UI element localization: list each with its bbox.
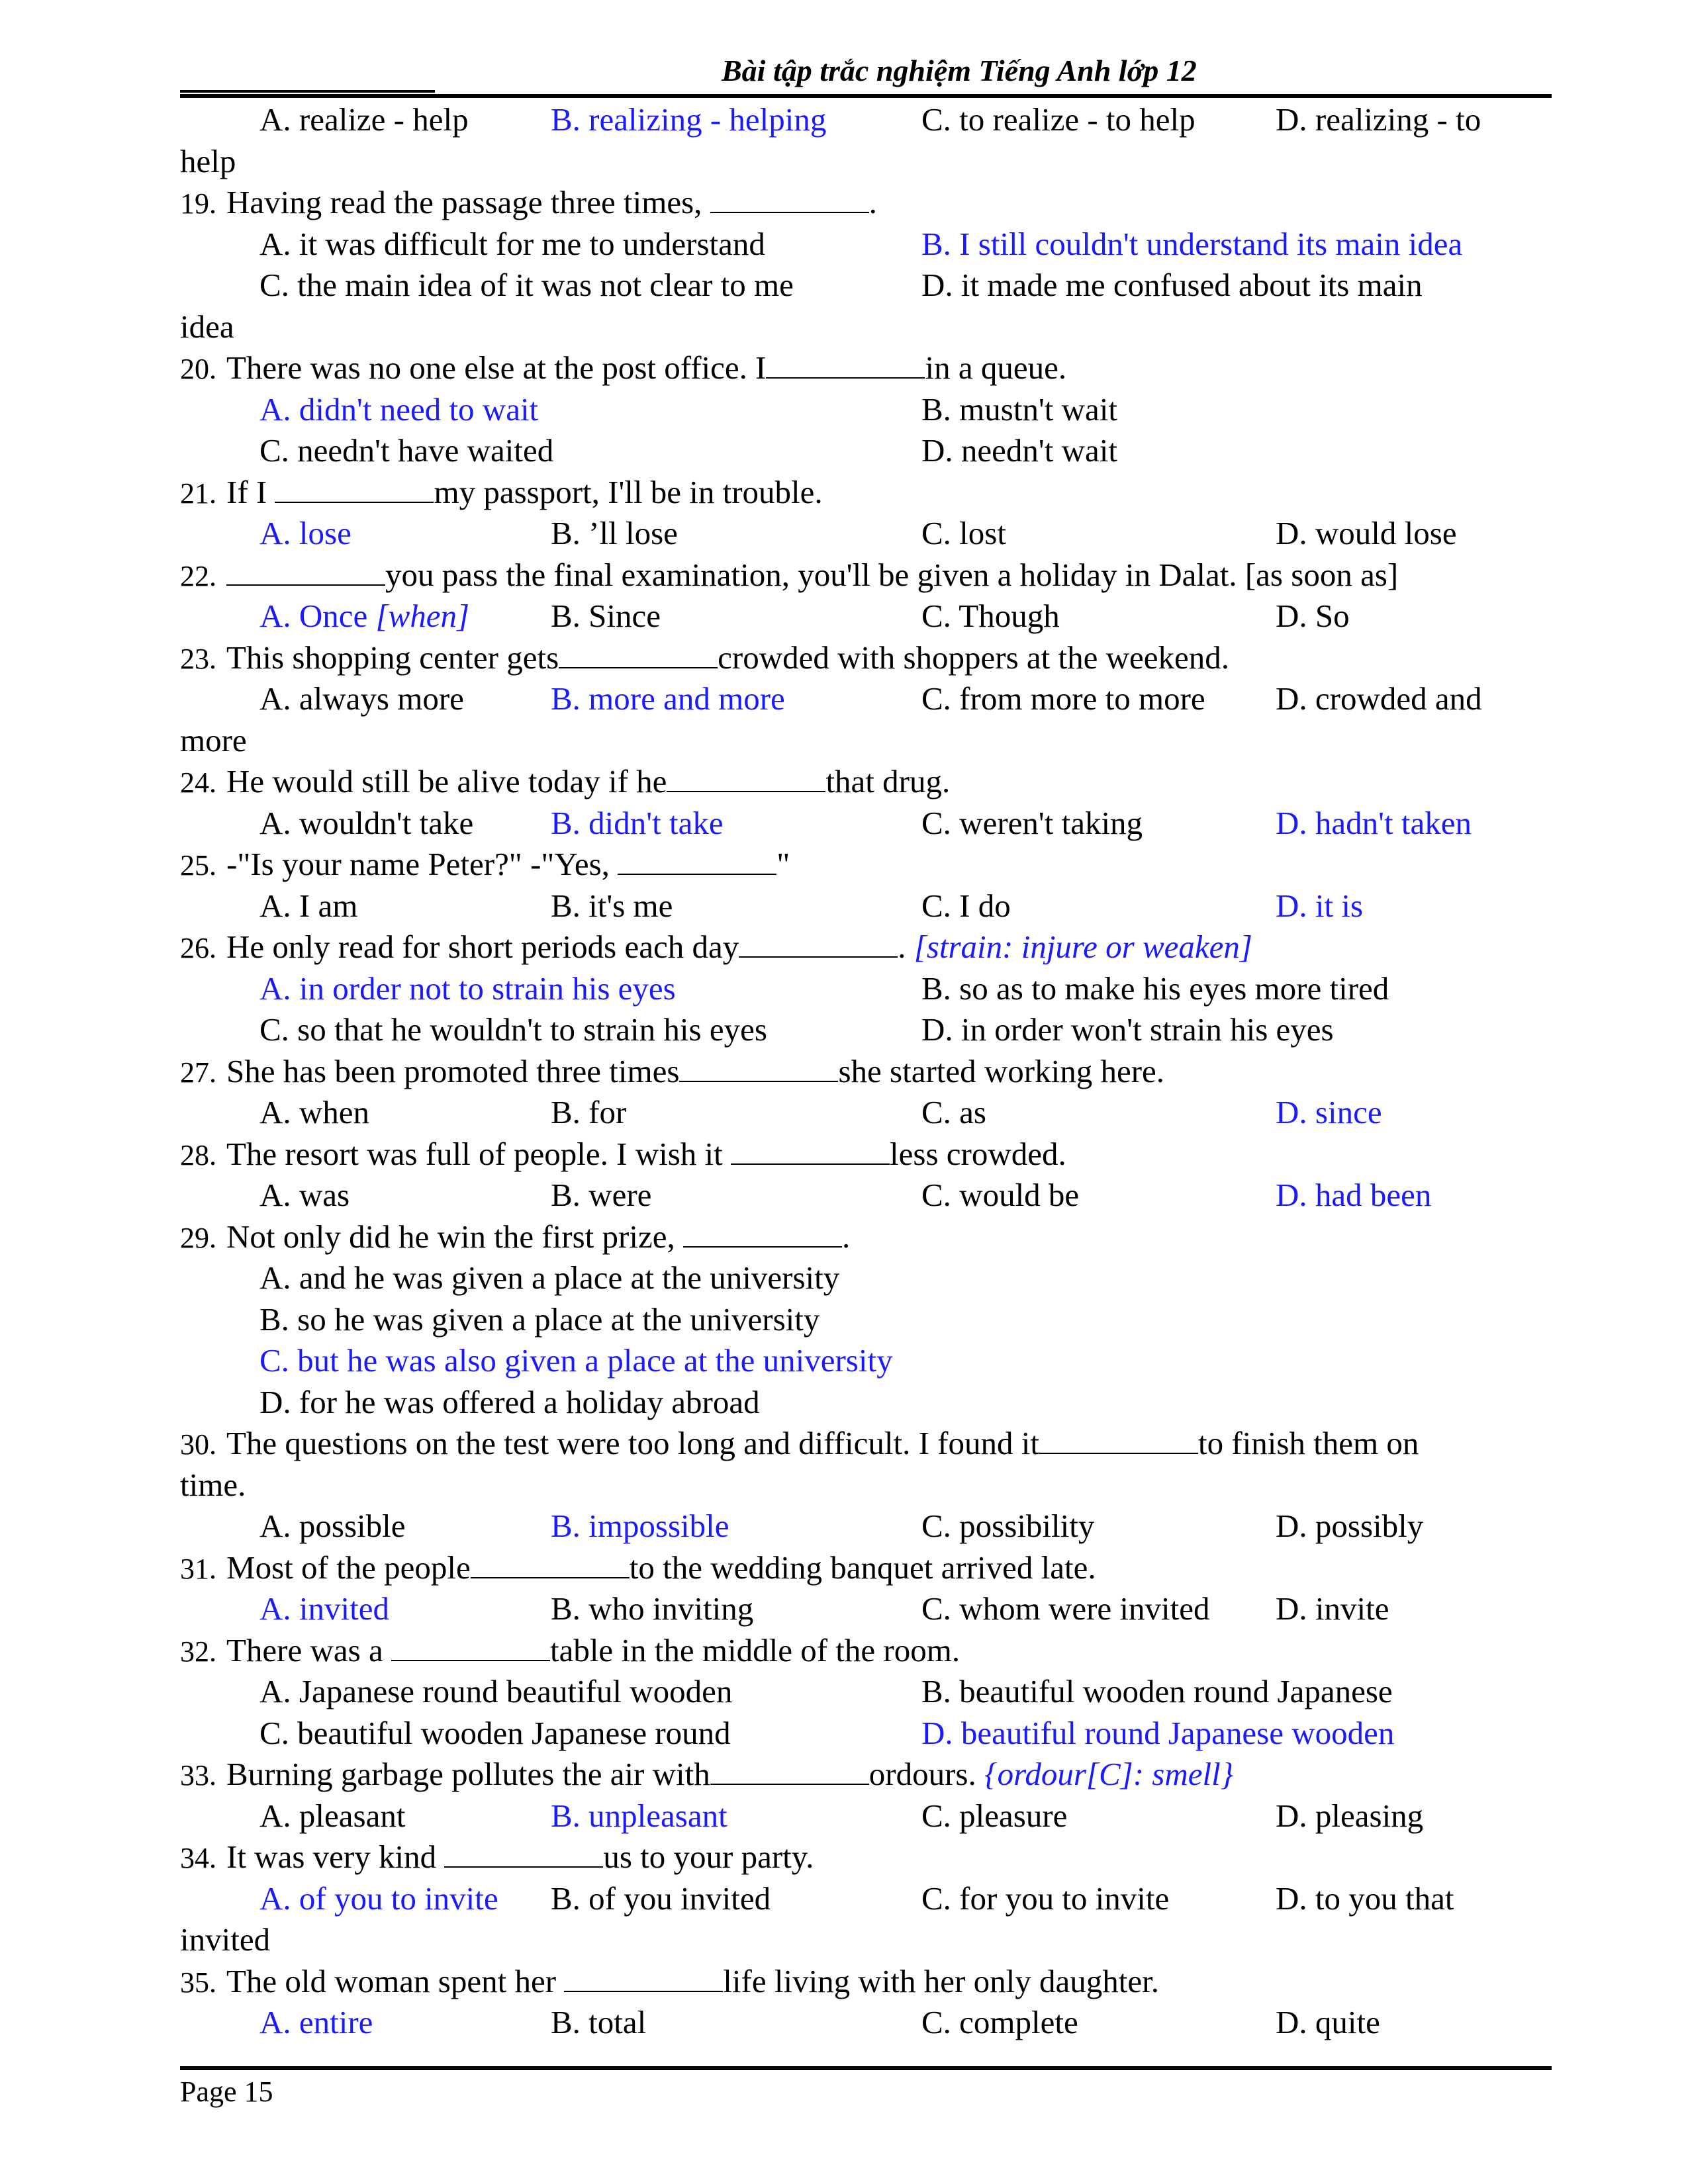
question-text-end: she started working here. bbox=[838, 1052, 1165, 1089]
option-b-correct: B. impossible bbox=[551, 1508, 729, 1544]
question-text: It was very kind bbox=[226, 1839, 437, 1875]
option-a: A. wouldn't take bbox=[259, 804, 474, 841]
option-a: A. when bbox=[259, 1094, 370, 1130]
options-row bbox=[180, 99, 1552, 141]
wrap-line: idea bbox=[180, 308, 234, 345]
option-b-correct: B. realizing - helping bbox=[551, 101, 827, 138]
header-rule bbox=[180, 94, 1552, 98]
option-d-correct: D. beautiful round Japanese wooden bbox=[921, 1714, 1395, 1751]
option-c-correct: C. but he was also given a place at the university bbox=[259, 1342, 893, 1379]
options-row bbox=[180, 1506, 1552, 1547]
option-a: A. I am bbox=[259, 887, 358, 924]
option-d: D. realizing - to bbox=[1276, 101, 1481, 138]
option-a-correct: A. entire bbox=[259, 2004, 373, 2040]
option-b: B. who inviting bbox=[551, 1590, 754, 1627]
options-row bbox=[180, 2002, 1552, 2044]
option-d: D. for he was offered a holiday abroad bbox=[259, 1383, 760, 1420]
question-text-end: to finish them on bbox=[1197, 1425, 1419, 1461]
option-a-correct: A. of you to invite bbox=[259, 1880, 498, 1917]
question-number: 34. bbox=[180, 1842, 216, 1874]
question-27 bbox=[180, 1051, 1552, 1093]
question-text-end: less crowded. bbox=[890, 1135, 1066, 1172]
option-b: B. mustn't wait bbox=[921, 390, 1118, 428]
question-number: 31. bbox=[180, 1552, 216, 1585]
question-text: There was no one else at the post office. I bbox=[226, 349, 767, 386]
options-row bbox=[180, 1878, 1552, 1920]
question-text: There was a bbox=[226, 1631, 383, 1668]
answer-blank bbox=[766, 351, 925, 379]
option-d-correct: D. hadn't taken bbox=[1276, 804, 1472, 841]
options-row bbox=[180, 1671, 1552, 1713]
option-b: B. it's me bbox=[551, 887, 673, 924]
option-c: C. for you to invite bbox=[921, 1880, 1170, 1917]
option-b: B. ’ll lose bbox=[551, 515, 678, 551]
options-row bbox=[180, 1257, 1552, 1299]
answer-blank bbox=[226, 558, 385, 586]
question-number: 22. bbox=[180, 559, 216, 592]
option-c: C. whom were invited bbox=[921, 1590, 1210, 1627]
options-row bbox=[180, 1175, 1552, 1216]
question-text: -"Is your name Peter?" -"Yes, bbox=[226, 846, 610, 882]
option-a: A. always more bbox=[259, 680, 464, 717]
option-b: B. so as to make his eyes more tired bbox=[921, 970, 1389, 1007]
option-a: A. realize - help bbox=[259, 101, 469, 138]
option-c: C. the main idea of it was not clear to me bbox=[259, 267, 794, 303]
options-row bbox=[180, 968, 1552, 1010]
option-a: A. was bbox=[259, 1177, 350, 1213]
option-b-correct: B. didn't take bbox=[551, 804, 724, 841]
option-b-correct: B. I still couldn't understand its main idea bbox=[921, 225, 1463, 262]
question-text-end: life living with her only daughter. bbox=[723, 1962, 1159, 1999]
options-row bbox=[180, 1588, 1552, 1630]
option-d: D. needn't wait bbox=[921, 432, 1117, 469]
question-30 bbox=[180, 1423, 1552, 1465]
answer-blank bbox=[739, 930, 898, 958]
option-b: B. total bbox=[551, 2004, 647, 2040]
option-d-correct: D. had been bbox=[1276, 1177, 1432, 1213]
option-c: C. complete bbox=[921, 2004, 1078, 2040]
answer-blank bbox=[564, 1964, 723, 1992]
option-a-note: [when] bbox=[375, 598, 470, 634]
question-text: He would still be alive today if he bbox=[226, 763, 667, 799]
options-row bbox=[180, 1009, 1552, 1051]
option-b: B. Since bbox=[551, 598, 661, 634]
wrap-line: invited bbox=[180, 1921, 271, 1958]
question-number: 23. bbox=[180, 642, 216, 675]
question-text-end: to the wedding banquet arrived late. bbox=[629, 1549, 1096, 1586]
question-25 bbox=[180, 844, 1552, 886]
question-text-end: crowded with shoppers at the weekend. bbox=[718, 639, 1230, 676]
option-c: C. so that he wouldn't to strain his eyes bbox=[259, 1011, 767, 1048]
option-a-correct: A. invited bbox=[259, 1590, 389, 1627]
question-31 bbox=[180, 1547, 1552, 1589]
answer-blank bbox=[683, 1220, 842, 1248]
question-text: Most of the people bbox=[226, 1549, 471, 1586]
options-row bbox=[180, 596, 1552, 637]
answer-blank bbox=[275, 475, 434, 503]
option-a-correct: A. in order not to strain his eyes bbox=[259, 970, 676, 1007]
answer-blank bbox=[1039, 1426, 1198, 1454]
options-row bbox=[180, 1340, 1552, 1382]
question-number: 28. bbox=[180, 1138, 216, 1171]
options-row bbox=[180, 678, 1552, 720]
question-26 bbox=[180, 927, 1552, 968]
question-number: 32. bbox=[180, 1635, 216, 1668]
option-d: D. in order won't strain his eyes bbox=[921, 1011, 1334, 1048]
answer-blank bbox=[444, 1840, 603, 1868]
question-text: He only read for short periods each day bbox=[226, 929, 739, 965]
answer-blank bbox=[391, 1633, 550, 1661]
answer-blank bbox=[667, 764, 825, 792]
options-row bbox=[180, 1713, 1552, 1754]
answer-blank bbox=[710, 185, 869, 213]
question-number: 27. bbox=[180, 1056, 216, 1089]
option-c: C. lost bbox=[921, 515, 1006, 551]
question-number: 20. bbox=[180, 353, 216, 385]
option-d-correct: D. since bbox=[1276, 1094, 1382, 1130]
question-text: The questions on the test were too long and difficult. I found it bbox=[226, 1425, 1039, 1461]
question-35 bbox=[180, 1961, 1552, 2003]
options-row bbox=[180, 886, 1552, 927]
answer-blank bbox=[731, 1137, 890, 1165]
question-number: 21. bbox=[180, 477, 216, 510]
option-b-correct: B. more and more bbox=[551, 680, 785, 717]
option-d-correct: D. it is bbox=[1276, 887, 1364, 924]
question-text: Not only did he win the first prize, bbox=[226, 1218, 675, 1255]
question-number: 29. bbox=[180, 1221, 216, 1254]
question-number: 24. bbox=[180, 766, 216, 799]
option-a-text: A. Once bbox=[259, 598, 368, 634]
answer-blank bbox=[559, 641, 718, 668]
option-d: D. invite bbox=[1276, 1590, 1389, 1627]
options-row bbox=[180, 1796, 1552, 1837]
options-row bbox=[180, 803, 1552, 844]
options-row bbox=[180, 1299, 1552, 1341]
option-d: D. crowded and bbox=[1276, 680, 1482, 717]
option-a: A. it was difficult for me to understand bbox=[259, 225, 765, 262]
answer-blank bbox=[679, 1054, 838, 1082]
question-text: If I bbox=[226, 473, 267, 510]
options-row bbox=[180, 265, 1552, 306]
question-number: 25. bbox=[180, 849, 216, 882]
option-c: C. from more to more bbox=[921, 680, 1205, 717]
question-33 bbox=[180, 1754, 1552, 1796]
option-c: C. as bbox=[921, 1094, 986, 1130]
option-d: D. to you that bbox=[1276, 1880, 1454, 1917]
question-29 bbox=[180, 1216, 1552, 1258]
question-text: This shopping center gets bbox=[226, 639, 559, 676]
options-row bbox=[180, 513, 1552, 555]
question-text: The old woman spent her bbox=[226, 1962, 557, 1999]
question-text-end: table in the middle of the room. bbox=[549, 1631, 961, 1668]
question-text-end: my passport, I'll be in trouble. bbox=[434, 473, 823, 510]
question-text-end: that drug. bbox=[825, 763, 951, 799]
option-c: C. possibility bbox=[921, 1508, 1095, 1544]
option-d: D. quite bbox=[1276, 2004, 1380, 2040]
wrap-line: more bbox=[180, 721, 247, 758]
question-number: 30. bbox=[180, 1428, 216, 1461]
option-a-correct: A. lose bbox=[259, 515, 352, 551]
option-a: A. possible bbox=[259, 1508, 406, 1544]
question-text-end: . bbox=[898, 929, 906, 965]
answer-blank bbox=[471, 1551, 630, 1578]
option-c: C. pleasure bbox=[921, 1797, 1068, 1834]
option-c: C. Though bbox=[921, 598, 1060, 634]
option-d: D. it made me confused about its main bbox=[921, 267, 1423, 303]
question-text-end: . bbox=[841, 1218, 851, 1255]
question-22 bbox=[180, 555, 1552, 596]
header-title: Bài tập trắc nghiệm Tiếng Anh lớp 12 bbox=[722, 54, 1197, 87]
option-c: C. would be bbox=[921, 1177, 1080, 1213]
question-text-end: in a queue. bbox=[925, 349, 1067, 386]
option-d: D. possibly bbox=[1276, 1508, 1424, 1544]
option-b: B. for bbox=[551, 1094, 627, 1130]
option-d: D. would lose bbox=[1276, 515, 1457, 551]
options-row bbox=[180, 389, 1552, 431]
footer-rule bbox=[180, 2066, 1552, 2070]
options-row bbox=[180, 224, 1552, 265]
question-24 bbox=[180, 761, 1552, 803]
question-23 bbox=[180, 637, 1552, 679]
exercise-content bbox=[180, 99, 1552, 2044]
question-28 bbox=[180, 1134, 1552, 1175]
option-a: A. pleasant bbox=[259, 1797, 406, 1834]
option-c: C. weren't taking bbox=[921, 804, 1143, 841]
question-text-end: " bbox=[776, 846, 790, 882]
option-b: B. were bbox=[551, 1177, 652, 1213]
option-c: C. I do bbox=[921, 887, 1011, 924]
vocab-note: {ordour[C]: smell} bbox=[984, 1756, 1234, 1792]
option-b: B. beautiful wooden round Japanese bbox=[921, 1673, 1393, 1709]
options-row bbox=[180, 1382, 1552, 1424]
option-c: C. needn't have waited bbox=[259, 432, 554, 469]
answer-blank bbox=[710, 1757, 869, 1785]
option-d: D. So bbox=[1276, 598, 1350, 634]
option-a-correct: A. didn't need to wait bbox=[259, 390, 539, 428]
option-b: B. so he was given a place at the university bbox=[259, 1300, 820, 1338]
question-number: 33. bbox=[180, 1759, 216, 1792]
option-b-correct: B. unpleasant bbox=[551, 1797, 727, 1834]
options-row bbox=[180, 430, 1552, 472]
question-text: She has been promoted three times bbox=[226, 1052, 680, 1089]
question-19 bbox=[180, 182, 1552, 224]
question-text: Burning garbage pollutes the air with bbox=[226, 1756, 710, 1792]
question-text: The resort was full of people. I wish it bbox=[226, 1135, 723, 1172]
option-c: C. to realize - to help bbox=[921, 101, 1196, 138]
header-left-rule bbox=[180, 90, 435, 93]
option-a: A. Japanese round beautiful wooden bbox=[259, 1673, 733, 1709]
option-a-correct bbox=[259, 596, 469, 637]
question-text-end: us to your party. bbox=[603, 1839, 814, 1875]
question-number: 26. bbox=[180, 932, 216, 964]
wrap-line: time. bbox=[180, 1466, 246, 1503]
wrap-line: help bbox=[180, 142, 236, 179]
page-number: Page 15 bbox=[180, 2075, 273, 2108]
option-b: B. of you invited bbox=[551, 1880, 771, 1917]
question-34 bbox=[180, 1837, 1552, 1878]
vocab-note: [strain: injure or weaken] bbox=[914, 929, 1252, 965]
option-a: A. and he was given a place at the university bbox=[259, 1259, 840, 1296]
question-32 bbox=[180, 1630, 1552, 1672]
question-text-end: . bbox=[868, 184, 877, 220]
options-row bbox=[180, 1092, 1552, 1134]
question-text-end: ordours. bbox=[868, 1756, 976, 1792]
question-20 bbox=[180, 347, 1552, 389]
question-text: Having read the passage three times, bbox=[226, 184, 702, 220]
option-c: C. beautiful wooden Japanese round bbox=[259, 1714, 731, 1751]
option-d: D. pleasing bbox=[1276, 1797, 1424, 1834]
question-number: 19. bbox=[180, 187, 216, 220]
answer-blank bbox=[618, 847, 776, 875]
question-21 bbox=[180, 472, 1552, 514]
question-number: 35. bbox=[180, 1966, 216, 1999]
question-text-end: you pass the final examination, you'll be given a holiday in Dalat. [as soon as] bbox=[385, 556, 1399, 593]
